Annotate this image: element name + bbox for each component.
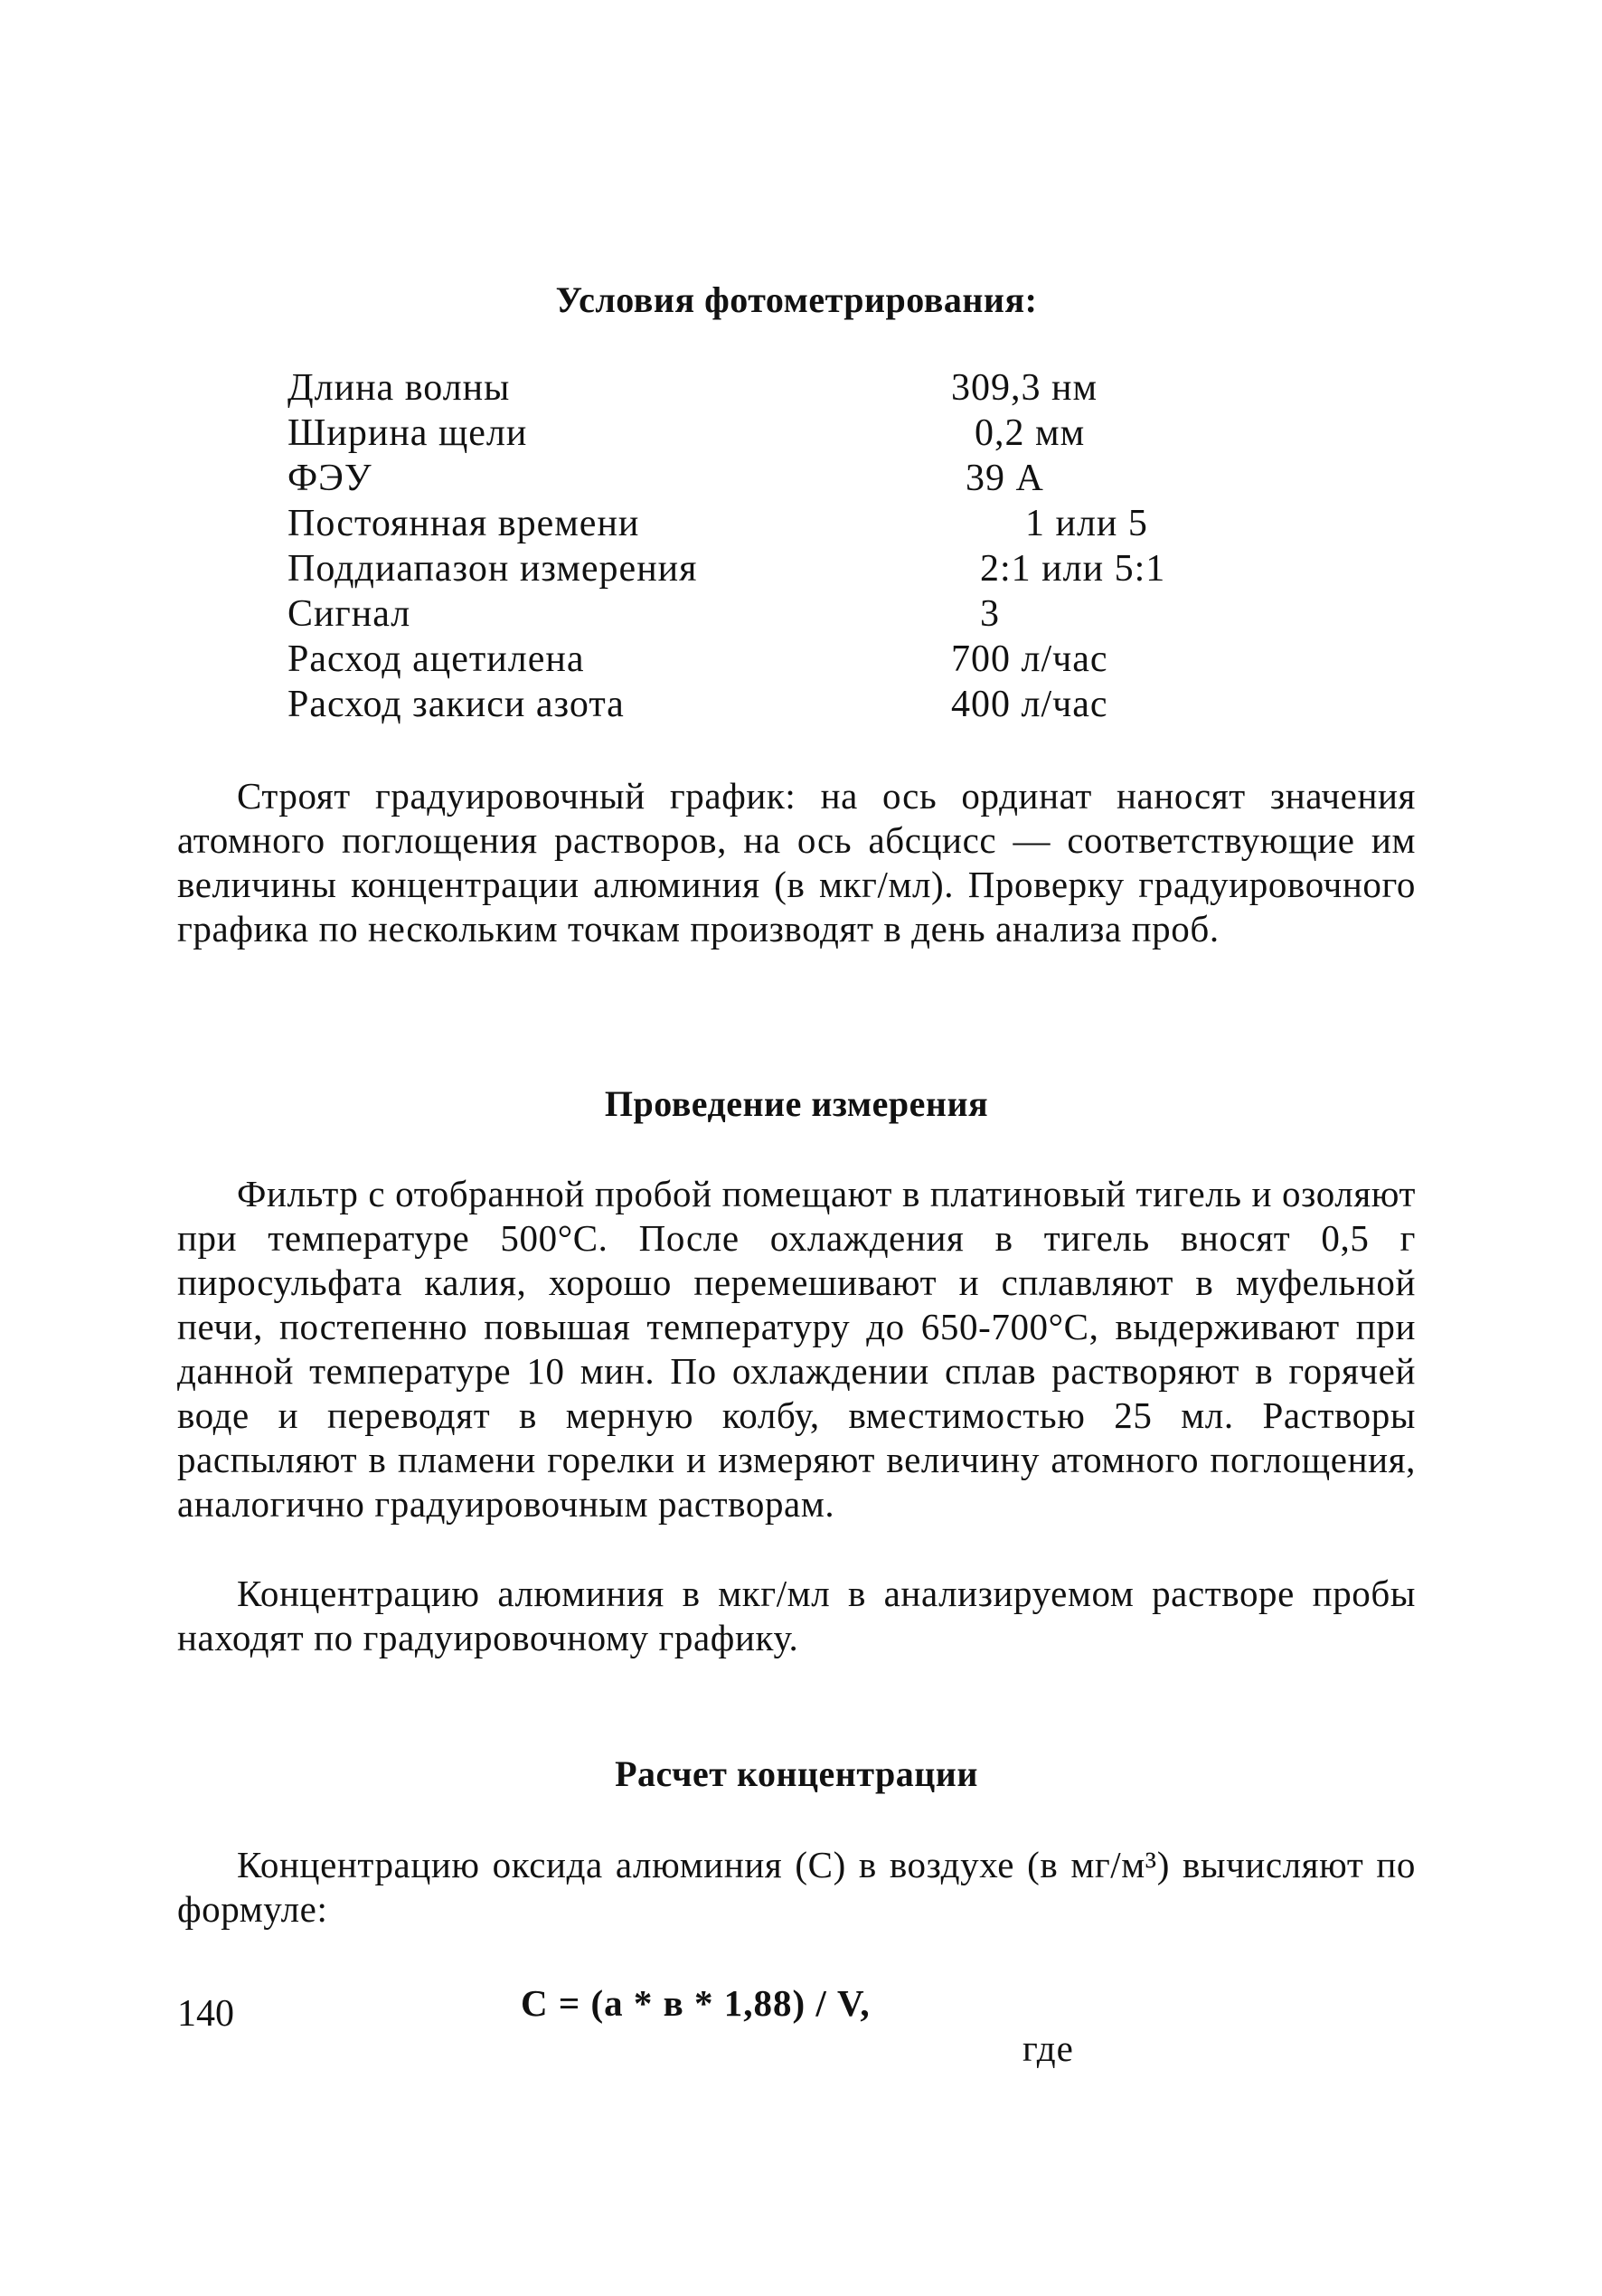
formula-suffix: где [1022,2027,1074,2069]
measurement-heading: Проведение измерения [604,1083,989,1124]
parameter-value: 3 [980,593,1000,635]
parameter-row [287,456,1282,501]
parameter-row [287,637,1282,682]
page-number: 140 [177,1993,234,2035]
parameter-name: Постоянная времени [287,503,640,544]
parameter-name: Сигнал [287,593,411,635]
calibration-paragraph: Строят градуировочный график: на ось ординат наносят значения атомного поглощения растворов, на ось абсцисс — соответствующие им величины концентрации алюминия (в мкг/мл). Проверку градуировочного графика по нескольким точкам производят в день анализа проб. [177,775,1416,950]
parameter-row [287,501,1282,546]
parameter-name: Поддиапазон измерения [287,548,698,590]
calculation-heading: Расчет концентрации [615,1753,978,1794]
result-paragraph: Концентрацию алюминия в мкг/мл в анализируемом растворе пробы находят по градуировочному графику. [177,1573,1416,1658]
conditions-heading: Условия фотометрирования: [555,279,1038,320]
parameter-name: Ширина щели [287,412,528,454]
parameter-row [287,411,1282,456]
formula-line [177,1935,1416,2116]
parameter-value: 0,2 мм [975,412,1086,454]
parameter-value: 39 А [966,458,1044,499]
parameter-name: ФЭУ [287,458,372,499]
parameter-name: Длина волны [287,367,511,409]
parameters-table [287,365,1282,727]
parameter-row [287,546,1282,591]
parameter-row [287,365,1282,411]
parameter-value: 2:1 или 5:1 [980,548,1166,590]
parameter-value: 700 л/час [951,638,1108,680]
parameter-value: 1 или 5 [1025,503,1148,544]
parameter-value: 400 л/час [951,684,1108,725]
measurement-paragraph: Фильтр с отобранной пробой помещают в платиновый тигель и озоляют при температуре 500°С. После охлаждения в тигель вносят 0,5 г пиросульфата калия, хорошо перемешивают и сплавляют в муфельной печи, постепенно повышая температуру до 650-700°С, выдерживают при данной температуре 10 мин. По охлаждении сплав растворяют в горячей воде и переводят в мерную колбу, вместимостью 25 мл. Растворы распыляют в пламени горелки и измеряют величину атомного поглощения, аналогично градуировочным растворам. [177,1173,1416,1525]
parameter-value: 309,3 нм [951,367,1098,409]
formula-expression: С = (а * в * 1,88) / V, [521,1982,871,2024]
parameter-row [287,682,1282,727]
parameter-name: Расход ацетилена [287,638,585,680]
parameter-row [287,591,1282,637]
parameter-name: Расход закиси азота [287,684,625,725]
calculation-paragraph: Концентрацию оксида алюминия (С) в воздухе (в мг/м³) вычисляют по формуле: [177,1844,1416,1930]
